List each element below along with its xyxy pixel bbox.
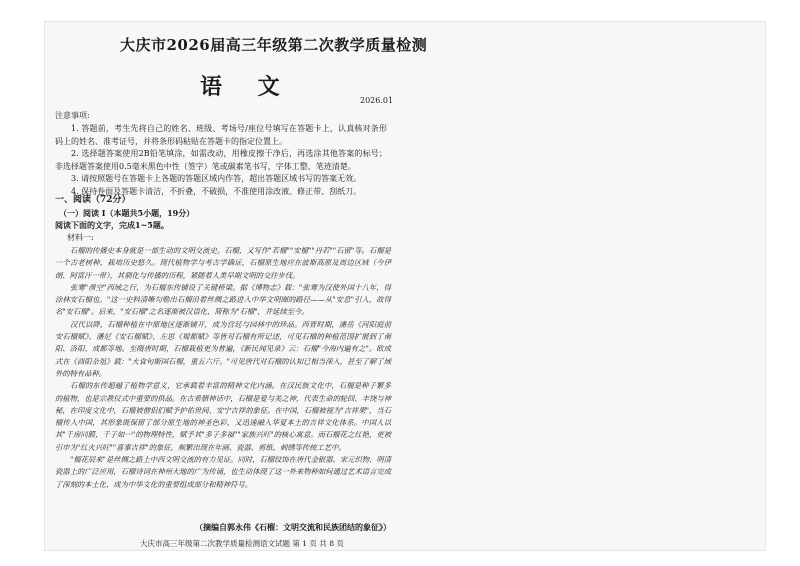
notice-item: 2. 选择题答案使用2B铅笔填涂，如需改动，用橡皮擦干净后，再选涂其他答案的标号；非选择题答案使用0.5毫米黑色中性（签字）笔或碳素笔书写，字体工整、笔迹清楚。 — [55, 149, 387, 171]
reading-instruction: 阅读下面的文字，完成1~5题。 — [55, 220, 169, 230]
material-label: 材料一: — [67, 233, 94, 242]
passage-paragraph: "榴花辰来"是丝绸之路上中西文明交流的有力见证。同时，石榴纹饰在唐代金银器、宋元织物、明清瓷器上的广泛应用，石榴诗词在神州大地的广为传诵，也生动体现了这一外来物种如何通过艺术语言完成了深刻的本土化，成为中华文化的重要组成部分和精神符号。 — [55, 455, 391, 489]
notice-item: 3. 请按照题号在答题卡上各题的答题区域内作答，超出答题区域书写的答案无效。 — [71, 174, 362, 183]
notice-item: 4. 保持卷面及答题卡清洁，不折叠，不破损，不准使用涂改液、修正带、刮纸刀。 — [71, 186, 362, 196]
passage-paragraph: 石榴的东传超越了植物学意义，它承载着丰富的精神文化内涵。在汉民族文化中，石榴是种子繁多的植物，也是宗教仪式中重要的供品。在古希腊神话中，石榴是爱与美之神，代表生命的轮回、丰饶与神秘，在印度文化中，石榴被僧侣们赋予护佑世间、安宁吉祥的象征。在中国，石榴被视为"吉祥果"，当石榴传入中国，其形象既保留了部分原生地的神圣色彩，又迅速融入华夏本土的吉祥文化体系。中国人以其"千房同膜，千子如一"的物理特性，赋予其"多子多福""家族兴旺"的核心寓意。而石榴花之红艳，更被引申为"红火兴旺""喜事吉祥"的象征，频繁出现在年画、瓷器、剪纸、刺绣等传统工艺中。 — [55, 381, 391, 452]
exam-title: 大庆市2026届高三年级第二次教学质量检测 — [120, 36, 428, 54]
notice-heading: 注意事项: — [55, 111, 90, 120]
passage-source: （摘编自郭永伟《石榴：文明交流和民族团结的象征》） — [195, 522, 391, 532]
subsection-heading: （一）阅读 I（本题共5小题，19分） — [59, 208, 195, 218]
passage-paragraph: 张骞"凿空"西域之行，为石榴东传铺设了关键桥梁。据《博物志》载："张骞为汉使外国十八年，得涂林安石榴也。"这一史料清晰勾勒出石榴沿着丝绸之路进入中华文明圈的路径——从"安息"引入，故得名"安石榴"。后来，"安石榴"之名逐渐被汉语化，简称为"石榴"，并延续至今。 — [55, 282, 391, 317]
passage-paragraph: 石榴的传播史本身就是一部生动的文明交流史。石榴，又写作"若榴""安榴""丹若""石留"等。石榴是一个古老树种，栽培历史悠久。现代植物学与考古学确证，石榴原生地应在波斯高原及周边区域（今伊朗、阿富汗一带），其驯化与传播的历程，紧随着人类早期文明的交往步伐。 — [55, 246, 391, 280]
reading-passage — [55, 245, 391, 491]
exam-date: 2026.01 — [360, 96, 394, 105]
notice-list — [55, 123, 387, 198]
section-heading: 一、阅读（72分） — [55, 195, 131, 205]
page-footer: 大庆市高三年级第二次教学质量检测语文试题 第 1 页 共 8 页 — [140, 539, 344, 548]
notice-item: 1. 答题前，考生先将自己的姓名、班级、考场号/座位号填写在答题卡上，认真核对条形码上的姓名、准考证号，并将条形码粘贴在答题卡的指定位置上。 — [55, 124, 387, 146]
subject-title: 语 文 — [200, 74, 294, 100]
passage-paragraph: 汉代以降，石榴种植在中原地区逐渐铺开，成为宫廷与园林中的珍品。西晋时期，潘岳《河阳庭前安石榴赋》、潘尼《安石榴赋》、左思《蜀都赋》等皆对石榴有所记述，可见石榴的种植范围扩展到了南阳、洛阳、成都等地。至隋唐时期，石榴栽植更为普遍，《新民闻见录》云：石榴"今海内遍有之"。欧成式在《酉阳杂俎》载："大食旬斯国石榴，重五六斤。"可见唐代对石榴的认知已相当深入，甚至了解了域外的特有品种。 — [55, 319, 391, 378]
exam-page — [45, 22, 765, 550]
